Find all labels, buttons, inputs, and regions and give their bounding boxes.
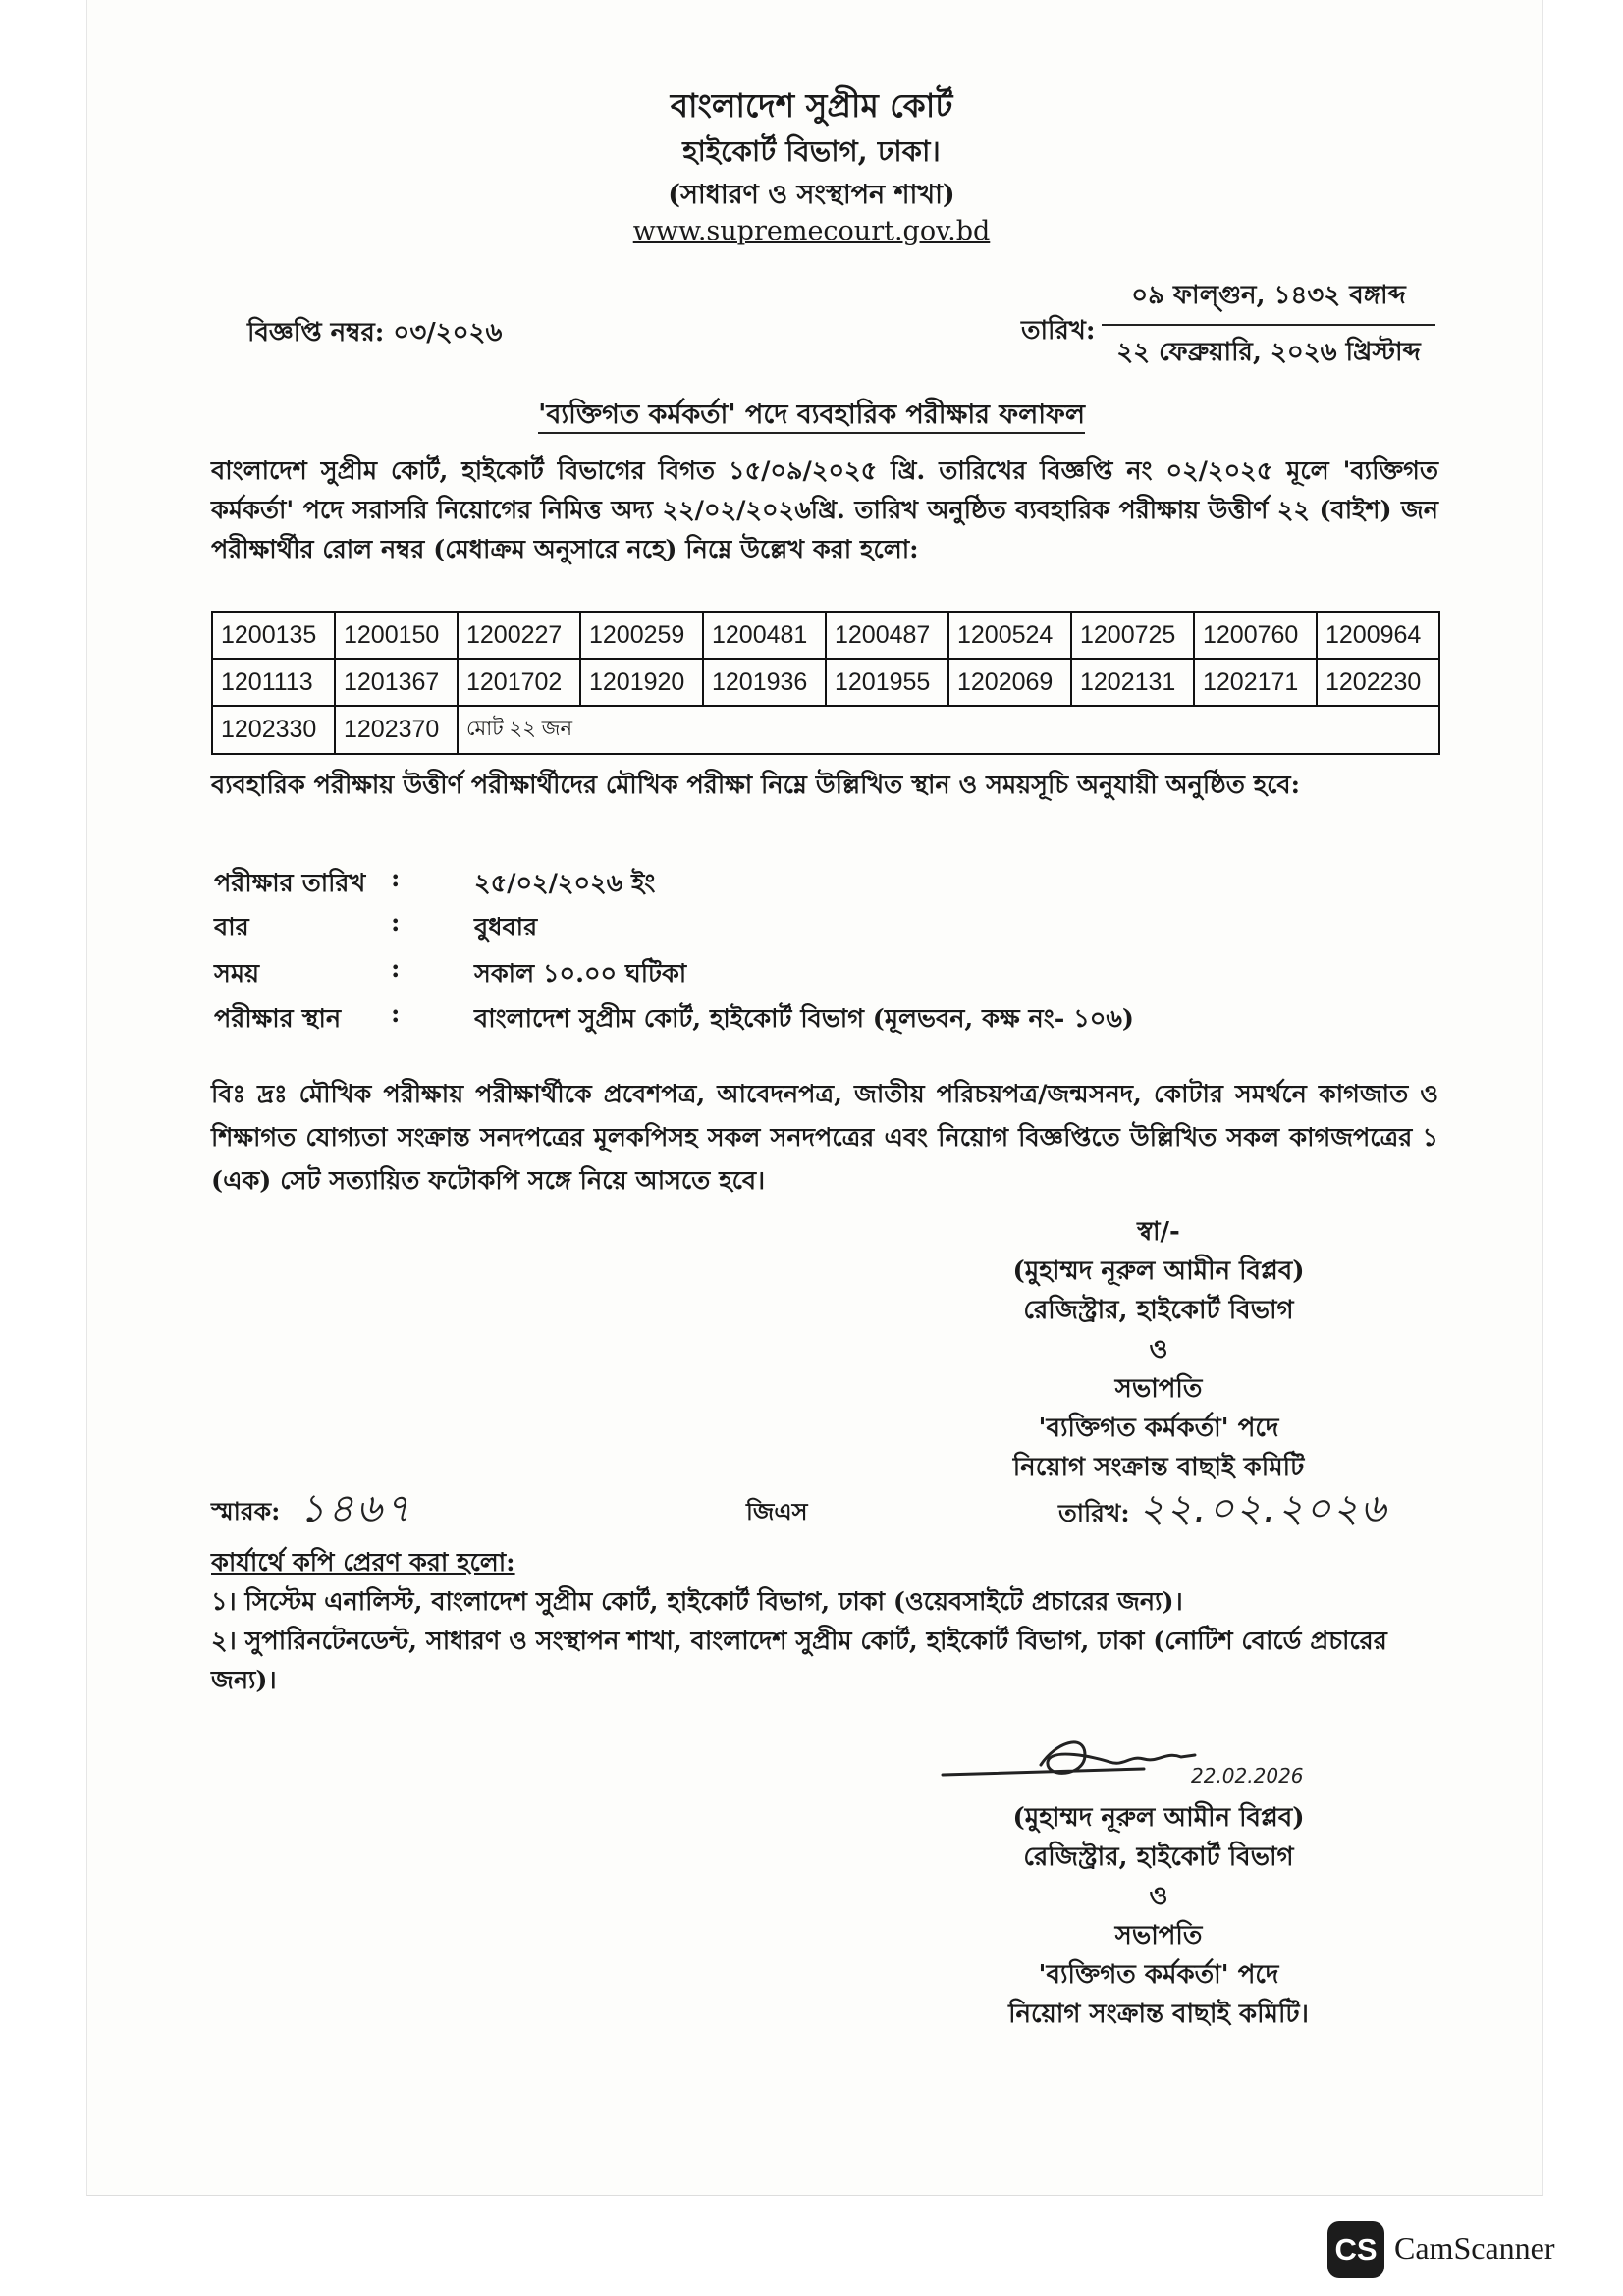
signatory-role: সভাপতি — [1114, 1921, 1203, 1950]
roll-cell: 1202069 — [948, 659, 1071, 706]
signatory-name: (মুহাম্মদ নূরুল আমীন বিপ্লব) — [1012, 1803, 1305, 1833]
notice-date-box — [1102, 275, 1435, 375]
roll-cell: 1200259 — [580, 612, 703, 659]
signatory-and: ও — [1149, 1882, 1168, 1911]
roll-cell: 1202370 — [335, 706, 458, 754]
roll-cell: 1201702 — [458, 659, 580, 706]
signatory-block-2 — [923, 1798, 1394, 2034]
copy-item: ২। সুপারিনটেনডেন্ট, সাধারণ ও সংস্থাপন শাখা, বাংলাদেশ সুপ্রীম কোর্ট, হাইকোর্ট বিভাগ, ঢাকা (নোটিশ বোর্ডে প্রচারের জন্য)। — [211, 1627, 1387, 1695]
exam-venue-value: বাংলাদেশ সুপ্রীম কোর্ট, হাইকোর্ট বিভাগ (মূলভবন, কক্ষ নং- ১০৬) — [474, 1004, 1134, 1034]
roll-cell: 1200481 — [703, 612, 826, 659]
roll-cell: 1202171 — [1194, 659, 1317, 706]
roll-cell: 1200760 — [1194, 612, 1317, 659]
memo-label: স্মারক: — [211, 1497, 281, 1525]
memo-date-label: তারিখ: — [1058, 1499, 1130, 1527]
exam-day-label: বার — [214, 913, 249, 942]
roll-cell: 1201920 — [580, 659, 703, 706]
header-section: (সাধারণ ও সংস্থাপন শাখা) — [668, 180, 955, 210]
signatory-role: সভাপতি — [1114, 1374, 1203, 1404]
subject-heading — [0, 395, 1623, 439]
exam-time-label: সময় — [214, 959, 260, 988]
camscanner-watermark: CamScanner — [1394, 2230, 1555, 2266]
copy-item: ১। সিস্টেম এনালিস্ট, বাংলাদেশ সুপ্রীম কোর্ট, হাইকোর্ট বিভাগ, ঢাকা (ওয়েবসাইটে প্রচারের জন্য)। — [211, 1587, 1183, 1617]
roll-cell: 1200150 — [335, 612, 458, 659]
colon: : — [391, 908, 401, 937]
roll-cell: 1200227 — [458, 612, 580, 659]
exam-date-value: ২৫/০২/২০২৬ ইং — [474, 869, 656, 898]
roll-cell: 1202330 — [212, 706, 335, 754]
roll-cell: 1201955 — [826, 659, 948, 706]
signature-date: 22.02.2026 — [1191, 1764, 1304, 1788]
copies-title: কার্যার্থে কপি প্রেরণ করা হলো: — [211, 1548, 515, 1577]
signatory-designation: রেজিস্ট্রার, হাইকোর্ট বিভাগ — [1023, 1296, 1294, 1325]
roll-cell: 1201113 — [212, 659, 335, 706]
table-row — [212, 659, 1439, 706]
signatory-block-1 — [923, 1212, 1394, 1487]
roll-cell: 1200725 — [1071, 612, 1194, 659]
signatory-post: 'ব্যক্তিগত কর্মকর্তা' পদে — [1038, 1960, 1279, 1990]
notice-date-bangla: ০৯ ফাল্গুন, ১৪৩২ বঙ্গাব্দ — [1102, 275, 1435, 326]
exam-venue-label: পরীক্ষার স্থান — [214, 1004, 342, 1034]
table-row — [212, 612, 1439, 659]
memo-date-handwritten: ২২.০২.২০২৬ — [1139, 1486, 1388, 1531]
header-division: হাইকোর্ট বিভাগ, ঢাকা। — [682, 134, 941, 168]
exam-time-value: সকাল ১০.০০ ঘটিকা — [474, 959, 687, 988]
signatory-and: ও — [1149, 1335, 1168, 1364]
subject-text: 'ব্যক্তিগত কর্মকর্তা' পদে ব্যবহারিক পরীক্ষার ফলাফল — [538, 400, 1085, 434]
signatory-post: 'ব্যক্তিগত কর্মকর্তা' পদে — [1038, 1414, 1279, 1443]
roll-cell: 1202131 — [1071, 659, 1194, 706]
signed-mark: স্বা/- — [1137, 1217, 1180, 1247]
exam-day-value: বুধবার — [474, 913, 538, 942]
notice-date-label: তারিখ: — [1021, 316, 1096, 346]
roll-cell: 1202230 — [1317, 659, 1439, 706]
memo-number-handwritten: ১৪৬৭ — [299, 1486, 413, 1531]
signatory-committee: নিয়োগ সংক্রান্ত বাছাই কমিটি। — [1008, 2000, 1309, 2029]
camscanner-logo-icon: CS — [1327, 2221, 1384, 2278]
roll-cell: 1201936 — [703, 659, 826, 706]
roll-total-cell: মোট ২২ জন — [458, 706, 1439, 754]
memo-section: জিএস — [746, 1497, 808, 1525]
roll-cell: 1200524 — [948, 612, 1071, 659]
note-paragraph: বিঃ দ্রঃ মৌখিক পরীক্ষায় পরীক্ষার্থীকে প্রবেশপত্র, আবেদনপত্র, জাতীয় পরিচয়পত্র/জন্মসনদ, কোটার সমর্থনে কাগজাত ও শিক্ষাগত যোগ্যতা সংক্রান্ত সনদপত্রের মূলকপিসহ সকল সনদপত্রের এবং নিয়োগ বিজ্ঞপ্তিতে উল্লিখিত সকল কাগজপত্রের ১ (এক) সেট সত্যায়িত ফটোকপি সঙ্গে নিয়ে আসতে হবে। — [211, 1080, 1438, 1196]
roll-cell: 1201367 — [335, 659, 458, 706]
notice-date-gregorian: ২২ ফেব্রুয়ারি, ২০২৬ খ্রিস্টাব্দ — [1116, 338, 1421, 367]
colon: : — [391, 864, 401, 893]
intro-paragraph: বাংলাদেশ সুপ্রীম কোর্ট, হাইকোর্ট বিভাগের বিগত ১৫/০৯/২০২৫ খ্রি. তারিখের বিজ্ঞপ্তি নং ০২/২০২৫ মূলে 'ব্যক্তিগত কর্মকর্তা' পদে সরাসরি নিয়োগের নিমিত্ত অদ্য ২২/০২/২০২৬খ্রি. তারিখ অনুষ্ঠিত ব্যবহারিক পরীক্ষায় উত্তীর্ণ ২২ (বাইশ) জন পরীক্ষার্থীর রোল নম্বর (মেধাক্রম অনুসারে নহে) নিম্নে উল্লেখ করা হলো: — [211, 456, 1438, 564]
signatory-name: (মুহাম্মদ নূরুল আমীন বিপ্লব) — [1012, 1256, 1305, 1286]
header-website-link[interactable]: www.supremecourt.gov.bd — [632, 216, 991, 246]
exam-date-label: পরীক্ষার তারিখ — [214, 869, 366, 898]
colon: : — [391, 999, 401, 1029]
roll-cell: 1200135 — [212, 612, 335, 659]
header-court-name: বাংলাদেশ সুপ্রীম কোর্ট — [670, 86, 953, 125]
roll-cell: 1200964 — [1317, 612, 1439, 659]
roll-number-table — [211, 611, 1440, 755]
table-row — [212, 706, 1439, 754]
signatory-designation: রেজিস্ট্রার, হাইকোর্ট বিভাগ — [1023, 1842, 1294, 1872]
signatory-committee: নিয়োগ সংক্রান্ত বাছাই কমিটি — [1012, 1453, 1305, 1482]
roll-cell: 1200487 — [826, 612, 948, 659]
viva-paragraph: ব্যবহারিক পরীক্ষায় উত্তীর্ণ পরীক্ষার্থীদের মৌখিক পরীক্ষা নিম্নে উল্লিখিত স্থান ও সময়সূচি অনুযায়ী অনুষ্ঠিত হবে: — [211, 771, 1301, 800]
colon: : — [391, 954, 401, 984]
notice-number: বিজ্ঞপ্তি নম্বর: ০৩/২০২৬ — [247, 318, 503, 347]
